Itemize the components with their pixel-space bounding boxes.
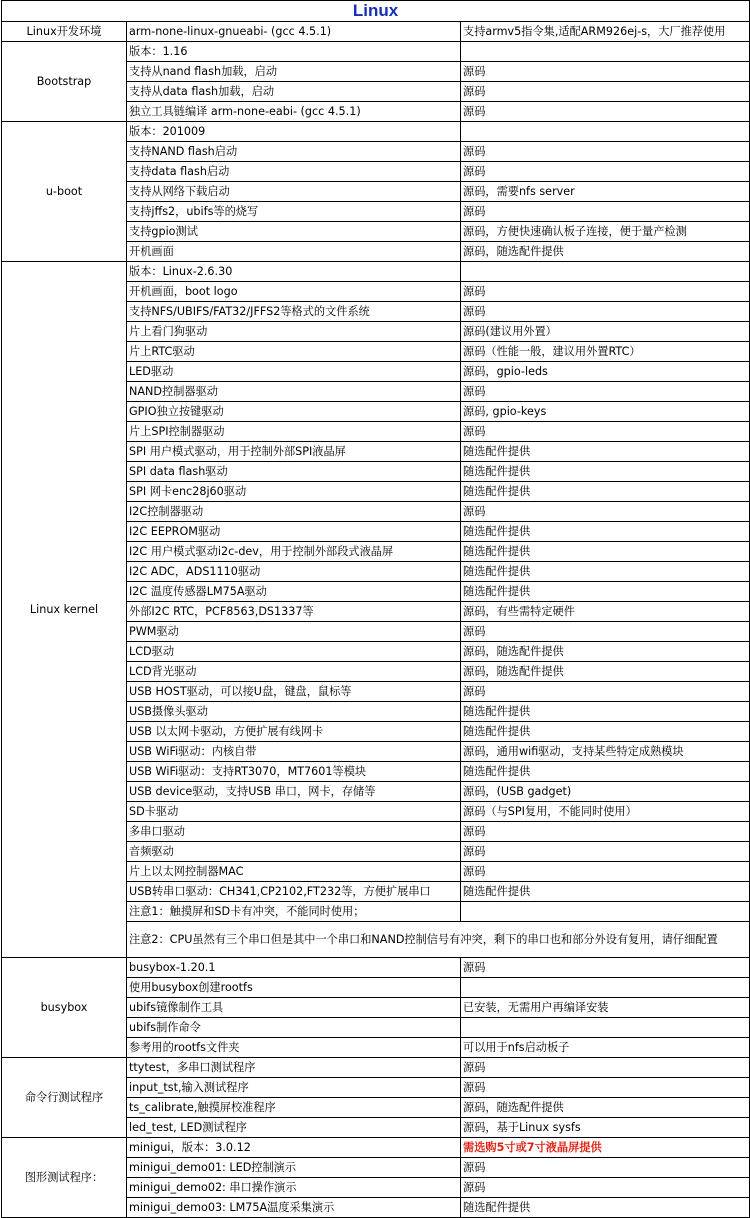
feature-cell[interactable]: SPI data flash驱动: [127, 462, 461, 482]
linux-feature-table: [1, 0, 750, 1218]
note-cell[interactable]: 源码，通用wifi驱动，支持某些特定成熟模块: [461, 742, 750, 762]
note-cell[interactable]: 随选配件提供: [461, 522, 750, 542]
section-label[interactable]: busybox: [2, 958, 127, 1058]
note-cell[interactable]: [461, 1018, 750, 1038]
note-cell[interactable]: 源码，gpio-leds: [461, 362, 750, 382]
note-cell[interactable]: 随选配件提供: [461, 562, 750, 582]
note-cell[interactable]: 源码，方便快速确认板子连接，便于量产检测: [461, 222, 750, 242]
feature-cell[interactable]: 支持NFS/UBIFS/FAT32/JFFS2等格式的文件系统: [127, 302, 461, 322]
feature-cell[interactable]: 外部I2C RTC，PCF8563,DS1337等: [127, 602, 461, 622]
note-cell[interactable]: 源码，需要nfs server: [461, 182, 750, 202]
note-cell[interactable]: 源码: [461, 622, 750, 642]
feature-cell[interactable]: 片上SPI控制器驱动: [127, 422, 461, 442]
feature-cell[interactable]: 支持jffs2，ubifs等的烧写: [127, 202, 461, 222]
feature-cell[interactable]: SPI 用户模式驱动，用于控制外部SPI液晶屏: [127, 442, 461, 462]
feature-cell[interactable]: I2C 用户模式驱动i2c-dev，用于控制外部段式液晶屏: [127, 542, 461, 562]
note-cell[interactable]: [461, 902, 750, 922]
note-cell[interactable]: 源码: [461, 1178, 750, 1198]
feature-cell[interactable]: input_tst,输入测试程序: [127, 1078, 461, 1098]
feature-cell[interactable]: LED驱动: [127, 362, 461, 382]
note-cell[interactable]: 随选配件提供: [461, 462, 750, 482]
feature-cell[interactable]: 多串口驱动: [127, 822, 461, 842]
note-cell[interactable]: 源码（与SPI复用，不能同时使用）: [461, 802, 750, 822]
feature-cell[interactable]: 片上以太网控制器MAC: [127, 862, 461, 882]
note-cell[interactable]: 源码，(USB gadget): [461, 782, 750, 802]
feature-cell[interactable]: led_test, LED测试程序: [127, 1118, 461, 1138]
note-cell[interactable]: 源码: [461, 822, 750, 842]
note-cell[interactable]: 源码: [461, 958, 750, 978]
note-cell[interactable]: 随选配件提供: [461, 482, 750, 502]
feature-cell[interactable]: LCD驱动: [127, 642, 461, 662]
feature-cell[interactable]: 版本：Linux-2.6.30: [127, 262, 461, 282]
note-cell[interactable]: 可以用于nfs启动板子: [461, 1038, 750, 1058]
table-row: [2, 1138, 750, 1158]
feature-cell[interactable]: 支持从nand flash加载，启动: [127, 62, 461, 82]
note-cell[interactable]: 源码: [461, 422, 750, 442]
section-label[interactable]: 图形测试程序：: [2, 1138, 127, 1218]
feature-cell[interactable]: USB device驱动，支持USB 串口，网卡，存储等: [127, 782, 461, 802]
feature-cell[interactable]: minigui_demo03: LM75A温度采集演示: [127, 1198, 461, 1218]
note-cell[interactable]: 源码: [461, 1158, 750, 1178]
note-cell[interactable]: 源码: [461, 1078, 750, 1098]
feature-cell[interactable]: I2C 温度传感器LM75A驱动: [127, 582, 461, 602]
feature-cell[interactable]: I2C控制器驱动: [127, 502, 461, 522]
note-cell[interactable]: 源码: [461, 302, 750, 322]
note-cell[interactable]: 源码: [461, 102, 750, 122]
table-row: [2, 122, 750, 142]
note-cell[interactable]: 随选配件提供: [461, 582, 750, 602]
note-cell[interactable]: 源码: [461, 502, 750, 522]
feature-cell[interactable]: 版本：201009: [127, 122, 461, 142]
section-label[interactable]: 命令行测试程序: [2, 1058, 127, 1138]
note-cell[interactable]: 随选配件提供: [461, 882, 750, 902]
feature-cell[interactable]: SD卡驱动: [127, 802, 461, 822]
section-label[interactable]: Bootstrap: [2, 42, 127, 122]
feature-cell[interactable]: ubifs镜像制作工具: [127, 998, 461, 1018]
feature-cell[interactable]: 使用busybox创建rootfs: [127, 978, 461, 998]
table-row: [2, 42, 750, 62]
feature-cell[interactable]: ts_calibrate,触摸屏校准程序: [127, 1098, 461, 1118]
note-cell[interactable]: 源码(建议用外置）: [461, 322, 750, 342]
note-cell[interactable]: 源码: [461, 1058, 750, 1078]
feature-cell[interactable]: 支持NAND flash启动: [127, 142, 461, 162]
note-cell[interactable]: 源码: [461, 142, 750, 162]
note-cell[interactable]: 源码: [461, 842, 750, 862]
note-cell[interactable]: 源码，随选配件提供: [461, 642, 750, 662]
note-cell[interactable]: 源码: [461, 82, 750, 102]
note-cell[interactable]: 源码（性能一般，建议用外置RTC）: [461, 342, 750, 362]
note-cell[interactable]: 随选配件提供: [461, 722, 750, 742]
feature-cell[interactable]: USB HOST驱动，可以接U盘，键盘，鼠标等: [127, 682, 461, 702]
note-cell[interactable]: 源码: [461, 62, 750, 82]
table-row: [2, 262, 750, 282]
feature-cell[interactable]: 支持gpio测试: [127, 222, 461, 242]
note-cell[interactable]: [461, 978, 750, 998]
feature-cell[interactable]: USB摄像头驱动: [127, 702, 461, 722]
note-cell[interactable]: 源码: [461, 162, 750, 182]
feature-cell[interactable]: 参考用的rootfs文件夹: [127, 1038, 461, 1058]
note-cell[interactable]: 源码: [461, 682, 750, 702]
section-label[interactable]: Linux kernel: [2, 262, 127, 958]
note-cell[interactable]: 随选配件提供: [461, 442, 750, 462]
feature-cell[interactable]: 片上RTC驱动: [127, 342, 461, 362]
feature-cell[interactable]: 支持data flash启动: [127, 162, 461, 182]
note-cell[interactable]: 源码: [461, 862, 750, 882]
note-cell[interactable]: 源码，随选配件提供: [461, 242, 750, 262]
sheet-title[interactable]: Linux: [2, 1, 750, 22]
note-cell[interactable]: 源码: [461, 382, 750, 402]
feature-cell[interactable]: 支持从网络下载启动: [127, 182, 461, 202]
feature-cell[interactable]: I2C EEPROM驱动: [127, 522, 461, 542]
env-row: [2, 22, 750, 42]
feature-cell[interactable]: USB转串口驱动：CH341,CP2102,FT232等，方便扩展串口: [127, 882, 461, 902]
note-cell[interactable]: 源码，有些需特定硬件: [461, 602, 750, 622]
note-cell[interactable]: 已安装，无需用户再编译安装: [461, 998, 750, 1018]
env-note[interactable]: 支持armv5指令集,适配ARM926ej-s，大厂推荐使用: [461, 22, 750, 42]
note-cell[interactable]: 需选购5寸或7寸液晶屏提供: [461, 1138, 750, 1158]
feature-cell[interactable]: LCD背光驱动: [127, 662, 461, 682]
note-cell[interactable]: [461, 122, 750, 142]
note-cell[interactable]: 随选配件提供: [461, 762, 750, 782]
note-cell[interactable]: 随选配件提供: [461, 702, 750, 722]
feature-cell[interactable]: 开机画面: [127, 242, 461, 262]
env-label[interactable]: Linux开发环境: [2, 22, 127, 42]
title-row: [2, 1, 750, 22]
note-cell[interactable]: 源码，随选配件提供: [461, 662, 750, 682]
note-cell[interactable]: 随选配件提供: [461, 542, 750, 562]
feature-cell[interactable]: minigui，版本：3.0.12: [127, 1138, 461, 1158]
feature-cell[interactable]: USB WiFi驱动：内核自带: [127, 742, 461, 762]
feature-cell[interactable]: USB WiFi驱动：支持RT3070，MT7601等模块: [127, 762, 461, 782]
feature-cell[interactable]: 音频驱动: [127, 842, 461, 862]
note-cell[interactable]: 源码，基于Linux sysfs: [461, 1118, 750, 1138]
note-cell[interactable]: [461, 262, 750, 282]
feature-cell[interactable]: busybox-1.20.1: [127, 958, 461, 978]
feature-cell[interactable]: NAND控制器驱动: [127, 382, 461, 402]
feature-cell[interactable]: minigui_demo01: LED控制演示: [127, 1158, 461, 1178]
feature-cell[interactable]: 支持从data flash加载，启动: [127, 82, 461, 102]
feature-cell[interactable]: ubifs制作命令: [127, 1018, 461, 1038]
kernel-note2-cell[interactable]: 注意2：CPU虽然有三个串口但是其中一个串口和NAND控制信号有冲突，剩下的串口也和部分外设有复用，请仔细配置: [127, 922, 750, 958]
section-label[interactable]: u-boot: [2, 122, 127, 262]
feature-cell[interactable]: 独立工具链编译 arm-none-eabi- (gcc 4.5.1): [127, 102, 461, 122]
table-row: [2, 958, 750, 978]
table-row: [2, 1058, 750, 1078]
feature-cell[interactable]: GPIO独立按键驱动: [127, 402, 461, 422]
feature-cell[interactable]: 开机画面，boot logo: [127, 282, 461, 302]
feature-cell[interactable]: ttytest，多串口测试程序: [127, 1058, 461, 1078]
feature-cell[interactable]: SPI 网卡enc28j60驱动: [127, 482, 461, 502]
feature-cell[interactable]: USB 以太网卡驱动，方便扩展有线网卡: [127, 722, 461, 742]
feature-cell[interactable]: 片上看门狗驱动: [127, 322, 461, 342]
note-cell[interactable]: 随选配件提供: [461, 1198, 750, 1218]
note-cell[interactable]: 源码: [461, 282, 750, 302]
feature-cell[interactable]: 版本：1.16: [127, 42, 461, 62]
note-cell[interactable]: 源码，随选配件提供: [461, 1098, 750, 1118]
feature-cell[interactable]: 注意1：触摸屏和SD卡有冲突，不能同时使用；: [127, 902, 461, 922]
note-cell[interactable]: 源码, gpio-keys: [461, 402, 750, 422]
note-cell[interactable]: 源码: [461, 202, 750, 222]
feature-cell[interactable]: PWM驱动: [127, 622, 461, 642]
note-cell[interactable]: [461, 42, 750, 62]
feature-cell[interactable]: I2C ADC，ADS1110驱动: [127, 562, 461, 582]
feature-cell[interactable]: minigui_demo02: 串口操作演示: [127, 1178, 461, 1198]
env-compiler[interactable]: arm-none-linux-gnueabi- (gcc 4.5.1): [127, 22, 461, 42]
